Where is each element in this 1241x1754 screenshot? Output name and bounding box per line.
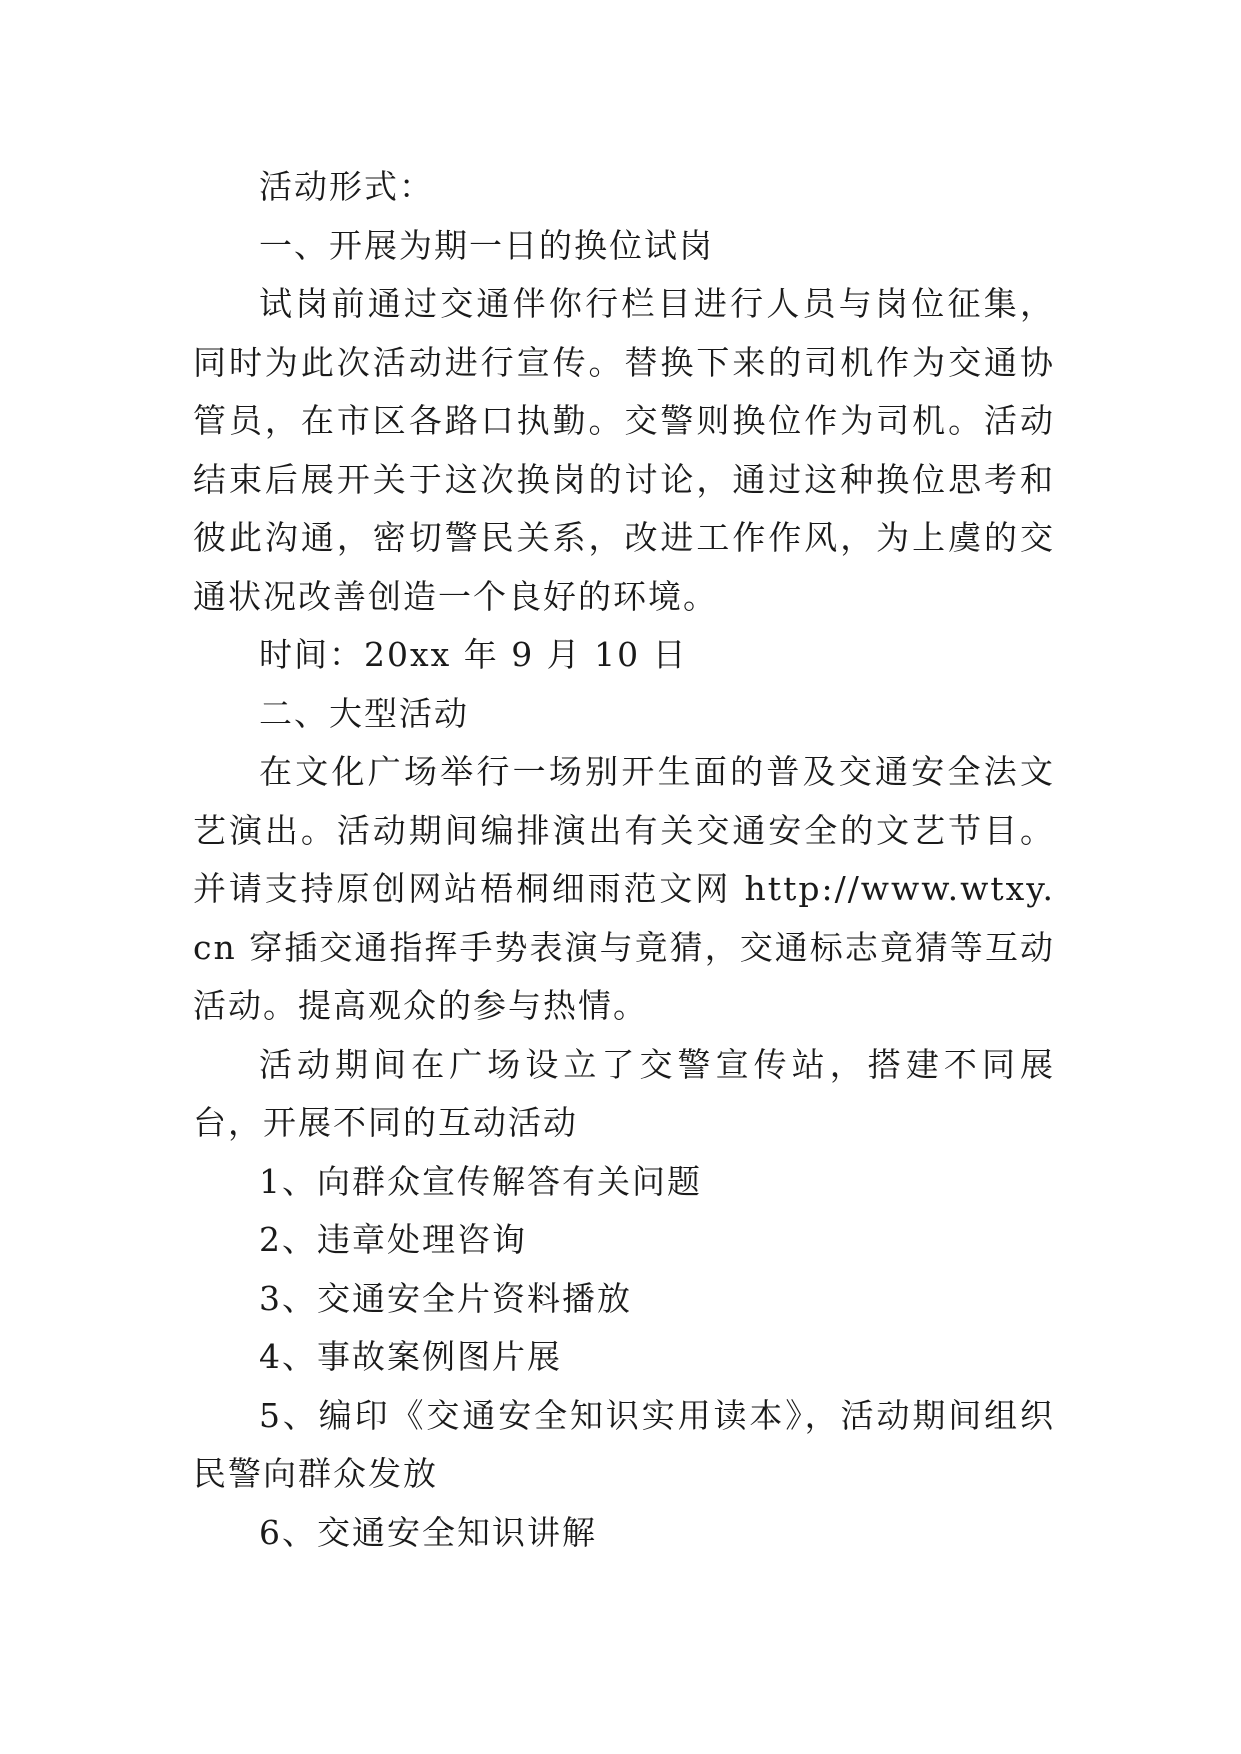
section-two-heading: 二、大型活动 bbox=[259, 693, 469, 733]
document-body bbox=[193, 158, 1055, 1562]
activity-date: 时间：20xx 年 9 月 10 日 bbox=[259, 635, 688, 674]
section-one-description: 试岗前通过交通伴你行栏目进行人员与岗位征集，同时为此次活动进行宣传。替换下来的司机作为交通协管员，在市区各路口执勤。交警则换位作为司机。活动结束后展开关于这次换岗的讨论，通过这种换位思考和彼此沟通，密切警民关系，改进工作作风，为上虞的交通状况改善创造一个良好的环境。 bbox=[193, 284, 1055, 616]
list-item: 4、事故案例图片展 bbox=[259, 1337, 562, 1376]
section-two-description: 在文化广场举行一场别开生面的普及交通安全法文艺演出。活动期间编排演出有关交通安全的文艺节目。并请支持原创网站梧桐细雨范文网 http://www.wtxy.cn 穿插交通指挥手势表演与竟猜，交通标志竟猜等互动活动。提高观众的参与热情。 bbox=[193, 752, 1055, 1025]
list-item: 2、违章处理咨询 bbox=[259, 1220, 527, 1259]
list-item: 6、交通安全知识讲解 bbox=[259, 1512, 597, 1552]
section-one-heading: 一、开展为期一日的换位试岗 bbox=[259, 225, 714, 265]
booth-intro: 活动期间在广场设立了交警宣传站，搭建不同展台，开展不同的互动活动 bbox=[193, 1044, 1055, 1142]
list-item: 1、向群众宣传解答有关问题 bbox=[259, 1161, 702, 1201]
list-item: 3、交通安全片资料播放 bbox=[259, 1278, 632, 1318]
activity-form-label: 活动形式： bbox=[259, 167, 434, 206]
list-item: 5、编印《交通安全知识实用读本》，活动期间组织民警向群众发放 bbox=[193, 1395, 1055, 1493]
